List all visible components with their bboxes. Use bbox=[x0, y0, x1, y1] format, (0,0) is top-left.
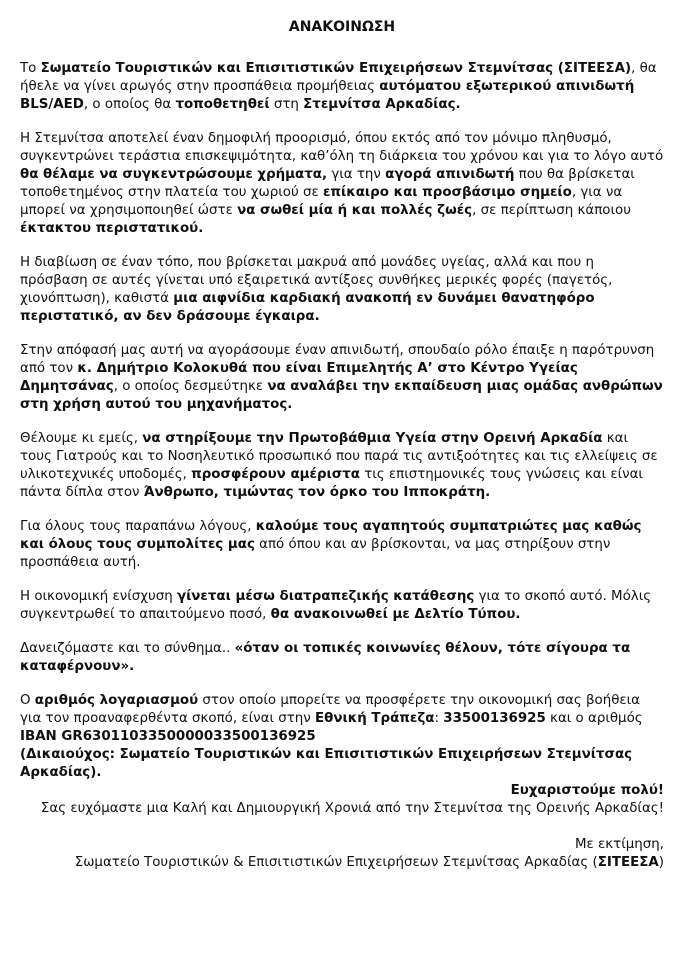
paragraph-remoteness: Η διαβίωση σε έναν τόπο, που βρίσκεται μακρυά από μονάδες υγείας, αλλά και που η πρόσβαση σε αυτές γίνεται υπό εξαιρετικά αντίξοες συνθήκες μερικές φορές (παγετός, χιονόπτωση), καθιστά μια αιφνίδια καρδιακή ανακοπή εν δυνάμει θανατηφόρο περιστατικό, αν δεν δράσουμε έγκαιρα. bbox=[20, 255, 613, 324]
wishes-line: Σας ευχόμαστε μια Καλή και Δημιουργική Χρονιά από την Στεμνίτσα της Ορεινής Αρκαδίας! bbox=[40, 801, 664, 816]
document-title: ΑΝΑΚΟΙΝΩΣΗ bbox=[288, 19, 396, 35]
paragraph-doctor: Στην απόφασή μας αυτή να αγοράσουμε έναν απινιδωτή, σπουδαίο ρόλο έπαιξε η παρότρυνση από τον κ. Δημήτριο Κολοκυθά που είναι Επιμελητής Α’ στο Κέντρο Υγείας Δημητσάνας, ο οποίος δεσμεύτηκε να αναλάβει την εκπαίδευση μιας ομάδας ανθρώπων στη χρήση αυτού του μηχανήματος. bbox=[20, 343, 663, 412]
paragraph-support-healthcare: Θέλουμε κι εμείς, να στηρίξουμε την Πρωτοβάθμια Υγεία στην Ορεινή Αρκαδία και τους Γιατρούς και το Νοσηλευτικό προσωπικό που παρά τις αντιξοότητες και τις ελλείψεις σε υλικοτεχνικές υποδομές, προσφέρουν αμέριστα τις επιστημονικές τους γνώσεις και είναι πάντα δίπλα στον Άνθρωπο, τιμώντας τον όρκο του Ιπποκράτη. bbox=[20, 431, 658, 500]
paragraph-account-details: Ο αριθμός λογαριασμού στον οποίο μπορείτε να προσφέρετε την οικονομική σας βοήθεια για τον προαναφερθέντα σκοπό, είναι στην Εθνική Τράπεζα: 33500136925 και ο αριθμός IBAN GR6301103350000033500136925 (Δικαιούχος: Σωματείο Τουριστικών και Επισιτιστικών Επιχειρήσεων Στεμνίτσας Αρκαδίας). bbox=[20, 693, 643, 780]
announcement-document bbox=[20, 18, 664, 872]
slogan: «όταν οι τοπικές κοινωνίες θέλουν, τότε σίγουρα τα καταφέρνουν». bbox=[20, 641, 631, 674]
beneficiary: (Δικαιούχος: Σωματείο Τουριστικών και Επισιτιστικών Επιχειρήσεων Στεμνίτσας Αρκαδίας). bbox=[20, 747, 633, 780]
closing-line: Με εκτίμηση, bbox=[574, 837, 664, 852]
iban-number: IBAN GR6301103350000033500136925 bbox=[20, 729, 316, 744]
account-number: 33500136925 bbox=[443, 711, 546, 726]
paragraph-bank-transfer: Η οικονομική ενίσχυση γίνεται μέσω διατραπεζικής κατάθεσης για το σκοπό αυτό. Μόλις συγκεντρωθεί το απαιτούμενο ποσό, θα ανακοινωθεί με Δελτίο Τύπου. bbox=[20, 589, 652, 622]
association-name: Σωματείο Τουριστικών και Επισιτιστικών Επιχειρήσεων Στεμνίτσας (ΣΙΤΕΕΣΑ) bbox=[40, 61, 632, 76]
signature-line: Σωματείο Τουριστικών & Επισιτιστικών Επιχειρήσεων Στεμνίτσας Αρκαδίας (ΣΙΤΕΕΣΑ) bbox=[74, 855, 664, 870]
location-name: Στεμνίτσα Αρκαδίας. bbox=[303, 97, 461, 112]
bank-name: Εθνική Τράπεζα bbox=[315, 711, 435, 726]
paragraph-purpose: Η Στεμνίτσα αποτελεί έναν δημοφιλή προορισμό, όπου εκτός από τον μόνιμο πληθυσμό, συγκεντρώνει τεράστια επισκεψιμότητα, καθ’όλη τη διάρκεια του χρόνου και για το λόγο αυτό θα θέλαμε να συγκεντρώσουμε χρήματα, για την αγορά απινιδωτή που θα βρίσκεται τοποθετημένος στην πλατεία του χωριού σε επίκαιρο και προσβάσιμο σημείο, για να μπορεί να χρησιμοποιηθεί ώστε να σωθεί μία ή και πολλές ζωές, σε περίπτωση κάποιου έκτακτου περιστατικού. bbox=[20, 131, 664, 236]
paragraph-intro: Το Σωματείο Τουριστικών και Επισιτιστικών Επιχειρήσεων Στεμνίτσας (ΣΙΤΕΕΣΑ), θα ήθελε να γίνει αρωγός στην προσπάθεια προμήθειας αυτόματου εξωτερικού απινιδωτή BLS/AED, ο οποίος θα τοποθετηθεί στη Στεμνίτσα Αρκαδίας. bbox=[20, 61, 657, 112]
thanks-line: Ευχαριστούμε πολύ! bbox=[510, 783, 664, 798]
paragraph-call-to-action: Για όλους τους παραπάνω λόγους, καλούμε τους αγαπητούς συμπατριώτες μας καθώς και όλους τους συμπολίτες μας από όπου και αν βρίσκονται, να μας στηρίξουν στην προσπάθεια αυτή. bbox=[20, 519, 642, 570]
doctor-name: κ. Δημήτριο Κολοκυθά που είναι Επιμελητής Α’ στο Κέντρο Υγείας Δημητσάνας bbox=[20, 361, 578, 394]
device-name: αυτόματου εξωτερικού απινιδωτή BLS/AED bbox=[20, 79, 635, 112]
paragraph-slogan: Δανειζόμαστε και το σύνθημα.. «όταν οι τοπικές κοινωνίες θέλουν, τότε σίγουρα τα καταφέρνουν». bbox=[20, 641, 631, 674]
